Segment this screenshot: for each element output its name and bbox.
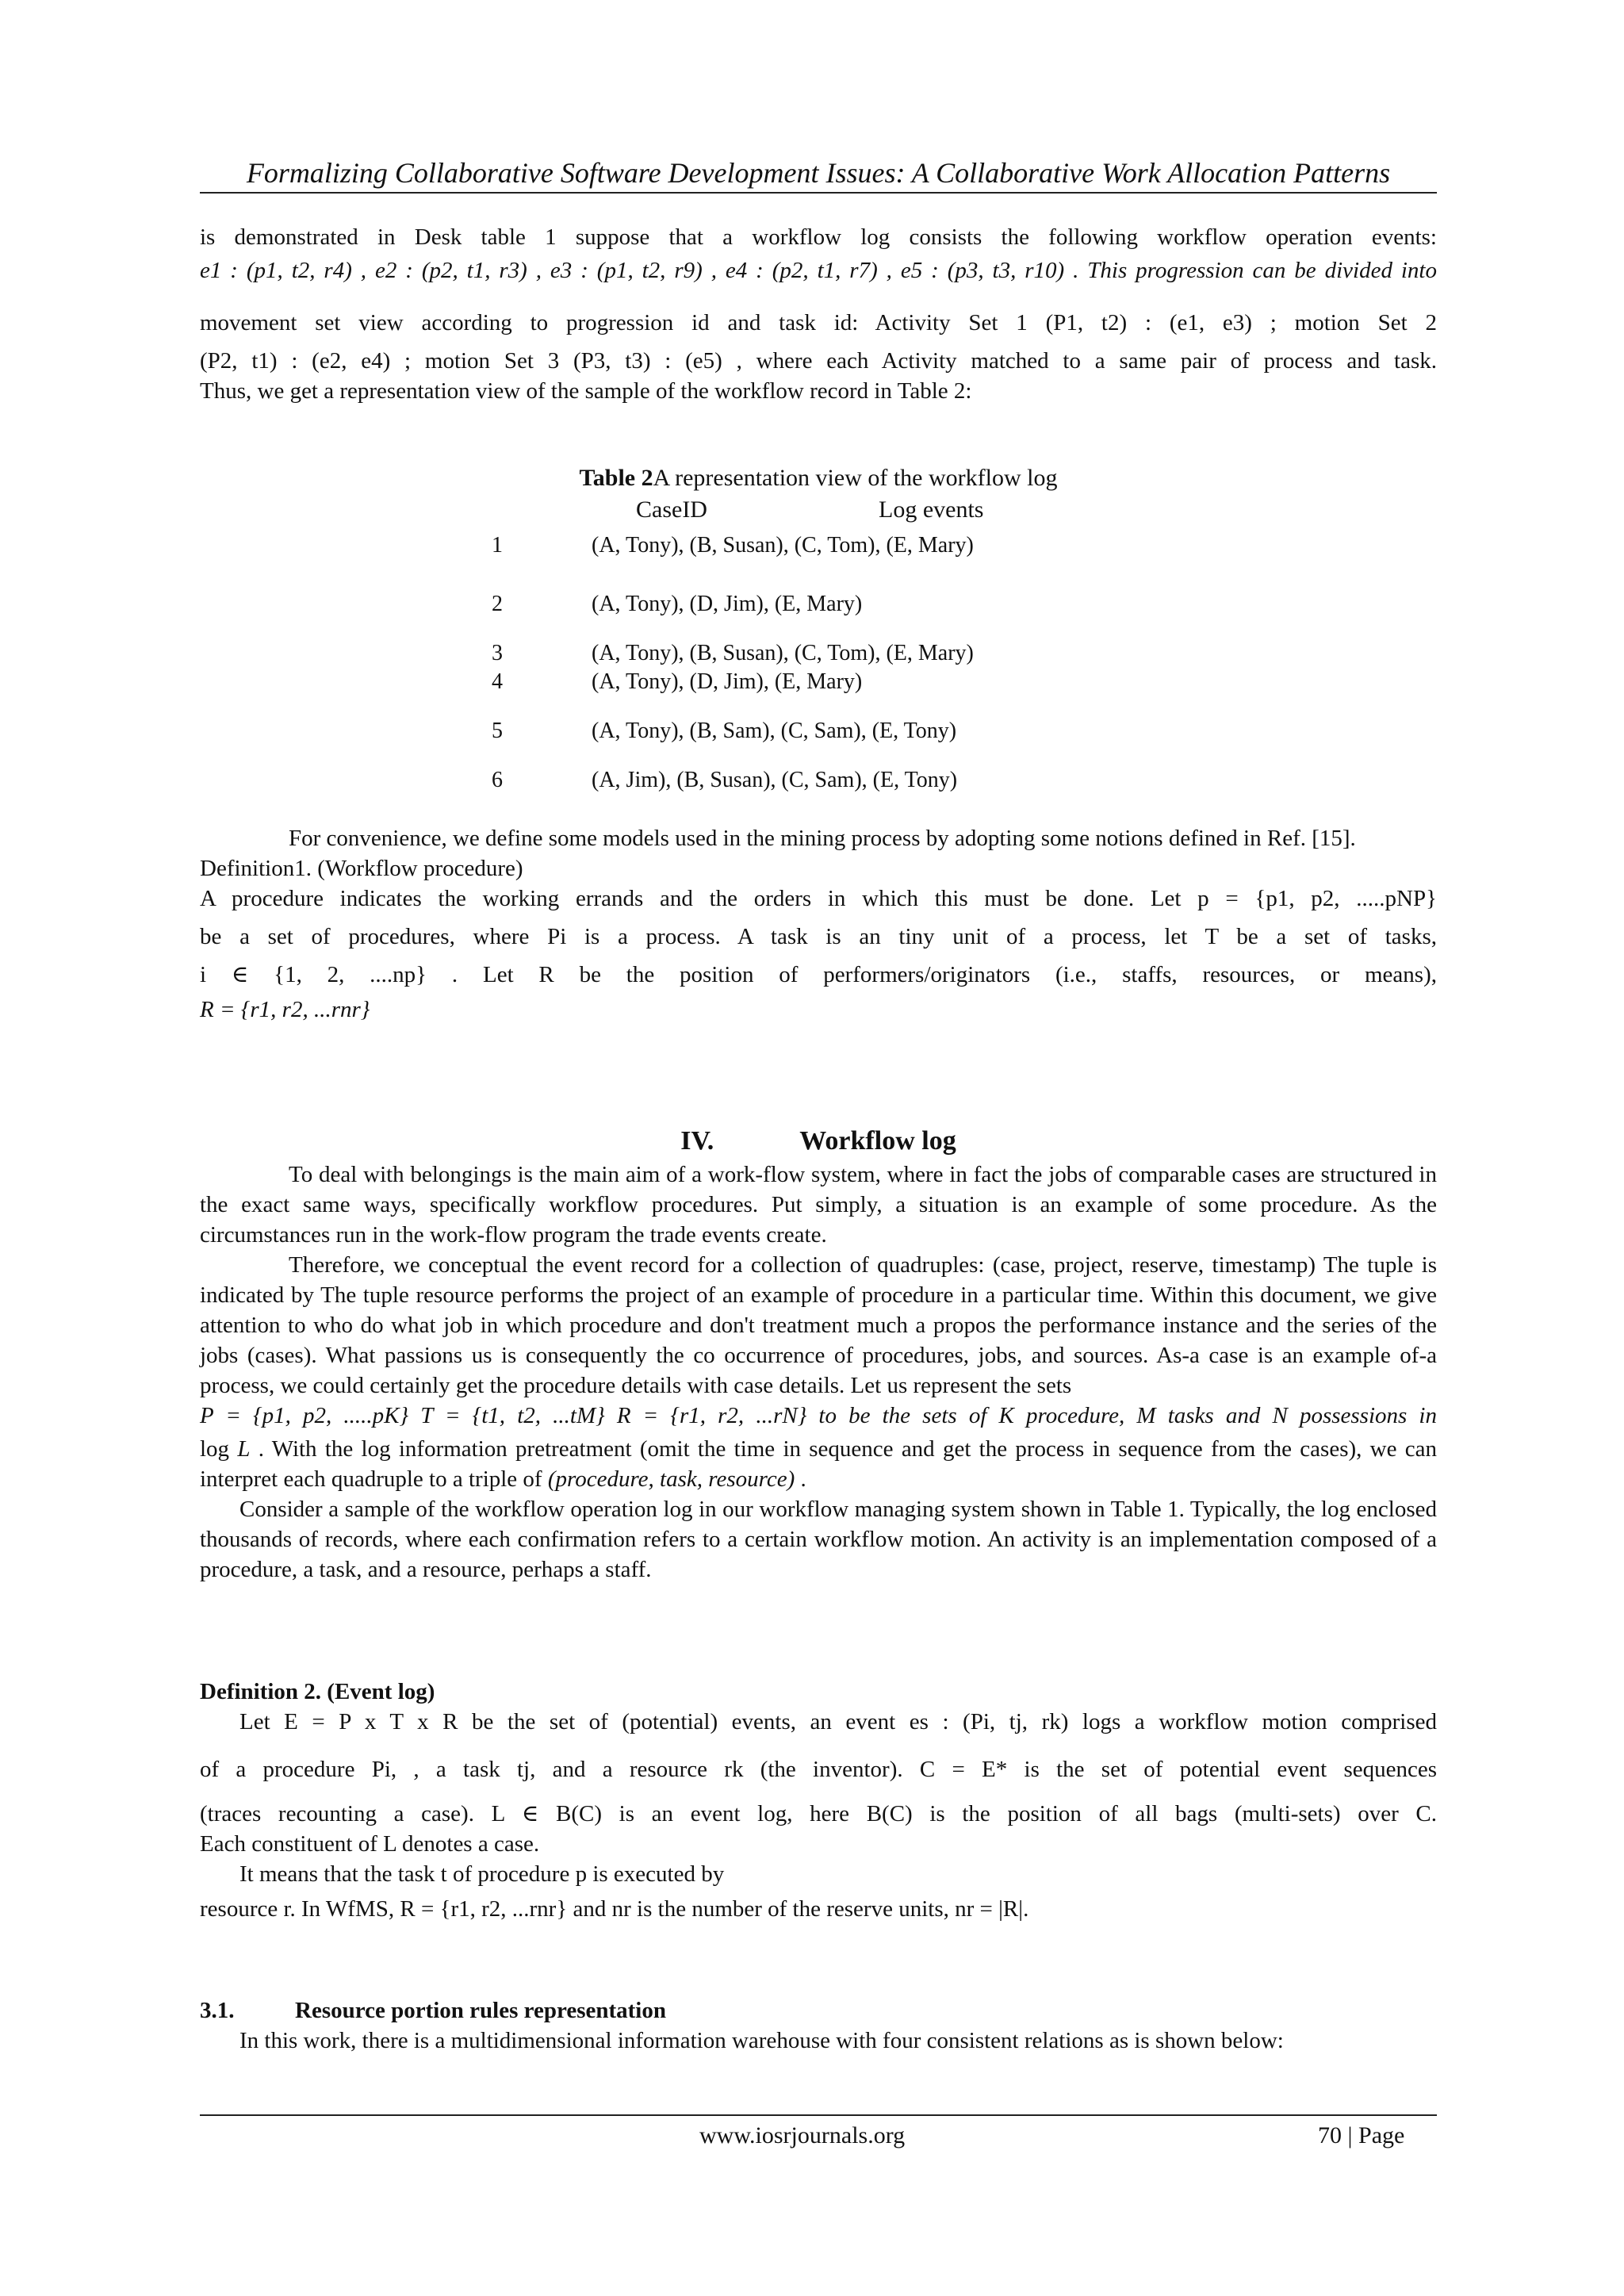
table-row-id: 6: [492, 768, 503, 792]
table-2-label: Table 2: [579, 465, 653, 491]
definition-2-title: Definition 2. (Event log): [200, 1679, 435, 1704]
table-row-events: (A, Tony), (D, Jim), (E, Mary): [592, 592, 863, 616]
definition-2-line-6: resource r. In WfMS, R = {r1, r2, ...rnr} and nr is the number of the reserve units, nr = |R|.: [200, 1896, 1029, 1922]
header-rule: [200, 192, 1437, 194]
table-row-events: (A, Jim), (B, Susan), (C, Sam), (E, Tony): [592, 768, 958, 792]
p3-log-symbol: L: [237, 1436, 251, 1462]
subsection-3-1-title: Resource portion rules representation: [295, 1998, 666, 2023]
definition-2-line-4: Each constituent of L denotes a case.: [200, 1831, 540, 1857]
footer-site: www.iosrjournals.org: [699, 2122, 906, 2148]
section-4-body: [200, 1159, 1437, 1585]
p3-text-c: . With the log information pretreatment (omit the time in sequence and get the process in sequence from the cases), we can interpret each quadruple to a triple of: [200, 1436, 1437, 1492]
definition-1-line-2: be a set of procedures, where Pi is a process. A task is an tiny unit of a process, let T be a set of tasks,: [200, 924, 1437, 949]
convenience-text: For convenience, we define some models used in the mining process by adopting some notions defined in Ref. [15].: [289, 826, 1356, 851]
footer-rule: [200, 2114, 1437, 2116]
subsection-3-1-heading: [200, 1995, 1437, 2026]
subsection-3-1-number: 3.1.: [200, 1998, 235, 2023]
col-header-caseid: CaseID: [636, 496, 707, 523]
table-row-events: (A, Tony), (D, Jim), (E, Mary): [592, 669, 863, 694]
sets-line: P = {p1, p2, .....pK} T = {t1, t2, ...tM} R = {r1, r2, ...rN} to be the sets of K procedure, M tasks and N possessions in: [200, 1403, 1437, 1428]
definition-2-line-3: (traces recounting a case). L ∈ B(C) is an event log, here B(C) is the position of all bags (multi-sets) over C.: [200, 1801, 1437, 1826]
subsection-3-1-text: In this work, there is a multidimensional information warehouse with four consistent relations as is shown below:: [239, 2028, 1284, 2053]
definition-1-line-3: i ∈ {1, 2, ....np} . Let R be the position of performers/originators (i.e., staffs, resources, or means),: [200, 962, 1437, 987]
definition-1-line-1: A procedure indicates the working errands and the orders in which this must be done. Let p = {p1, p2, .....pNP}: [200, 886, 1437, 911]
p3-triple: (procedure, task, resource): [547, 1466, 795, 1492]
table-row-id: 3: [492, 641, 503, 665]
intro-line-5: Thus, we get a representation view of the sample of the workflow record in Table 2:: [200, 378, 972, 404]
intro-line-3: movement set view according to progression id and task id: Activity Set 1 (P1, t2) : (e1, e3) ; motion Set 2: [200, 310, 1437, 335]
section-4-paragraph-1: To deal with belongings is the main aim of a work-flow system, where in fact the jobs of comparable cases are structured in the exact same ways, specifically workflow procedures. Put simply, a situation is an example of some procedure. As the circumstances run in the work-flow program the trade events create.: [200, 1162, 1437, 1248]
section-4-title: Workflow log: [799, 1126, 956, 1156]
section-4-number: IV.: [680, 1126, 714, 1156]
table-row-events: (A, Tony), (B, Susan), (C, Tom), (E, Mary): [592, 533, 974, 558]
definition-2-line-1: Let E = P x T x R be the set of (potential) events, an event es : (Pi, tj, rk) logs a workflow motion comprised: [239, 1709, 1437, 1734]
section-4-paragraph-3: [200, 1434, 1437, 1494]
convenience-paragraph: [200, 823, 1437, 1025]
section-4-paragraph-4: Consider a sample of the workflow operation log in our workflow managing system shown in Table 1. Typically, the log enclosed thousands of records, where each confirmation refers to a certain workflow motion. An activity is an implementation composed of a procedure, a task, and a resource, perhaps a staff.: [200, 1497, 1437, 1582]
table-row-id: 2: [492, 592, 503, 616]
intro-line-1: is demonstrated in Desk table 1 suppose that a workflow log consists the following workflow operation events:: [200, 224, 1437, 250]
table-row-id: 4: [492, 669, 503, 694]
running-title: Formalizing Collaborative Software Development Issues: A Collaborative Work Allocation Patterns: [246, 157, 1391, 189]
subsection-3-1: [200, 1995, 1437, 2056]
p3-text-a: log: [200, 1436, 238, 1462]
definition-1-title: Definition1. (Workflow procedure): [200, 856, 523, 881]
footer-page-number: 70 | Page: [1318, 2122, 1405, 2148]
events-line: e1 : (p1, t2, r4) , e2 : (p2, t1, r3) , e3 : (p1, t2, r9) , e4 : (p2, t1, r7) , e5 : (p3, t3, r10) . This progression can be divided into: [200, 258, 1437, 283]
table-row-id: 5: [492, 719, 503, 743]
p3-text-e: .: [795, 1466, 806, 1492]
definition-2: [200, 1677, 1437, 1924]
section-4-paragraph-2: Therefore, we conceptual the event record for a collection of quadruples: (case, project, reserve, timestamp) The tuple is indicated by The tuple resource performs the project of an example of procedure in a particular time. Within this document, we give attention to who do what job in which procedure and don't treatment much a propos the performance instance and the series of the jobs (cases). What passions us is consequently the co occurrence of procedures, jobs, and sources. As-a case is an example of-a process, we could certainly get the procedure details with case details. Let us represent the sets: [200, 1252, 1437, 1398]
intro-paragraph: [200, 222, 1437, 406]
table-row-id: 1: [492, 533, 503, 558]
table-2-title: [200, 465, 1437, 492]
section-4-heading: [200, 1126, 1437, 1156]
definition-2-line-2: of a procedure Pi, , a task tj, and a resource rk (the inventor). C = E* is the set of potential event sequences: [200, 1757, 1437, 1782]
table-2-caption: A representation view of the workflow log: [653, 465, 1058, 491]
col-header-log-events: Log events: [879, 496, 984, 523]
table-row-events: (A, Tony), (B, Susan), (C, Tom), (E, Mary): [592, 641, 974, 665]
intro-line-4: (P2, t1) : (e2, e4) ; motion Set 3 (P3, t3) : (e5) , where each Activity matched to a same pair of process and task.: [200, 348, 1437, 374]
definition-1-line-4: R = {r1, r2, ...rnr}: [200, 997, 370, 1022]
definition-2-line-5: It means that the task t of procedure p is executed by: [239, 1861, 725, 1887]
table-row-events: (A, Tony), (B, Sam), (C, Sam), (E, Tony): [592, 719, 957, 743]
